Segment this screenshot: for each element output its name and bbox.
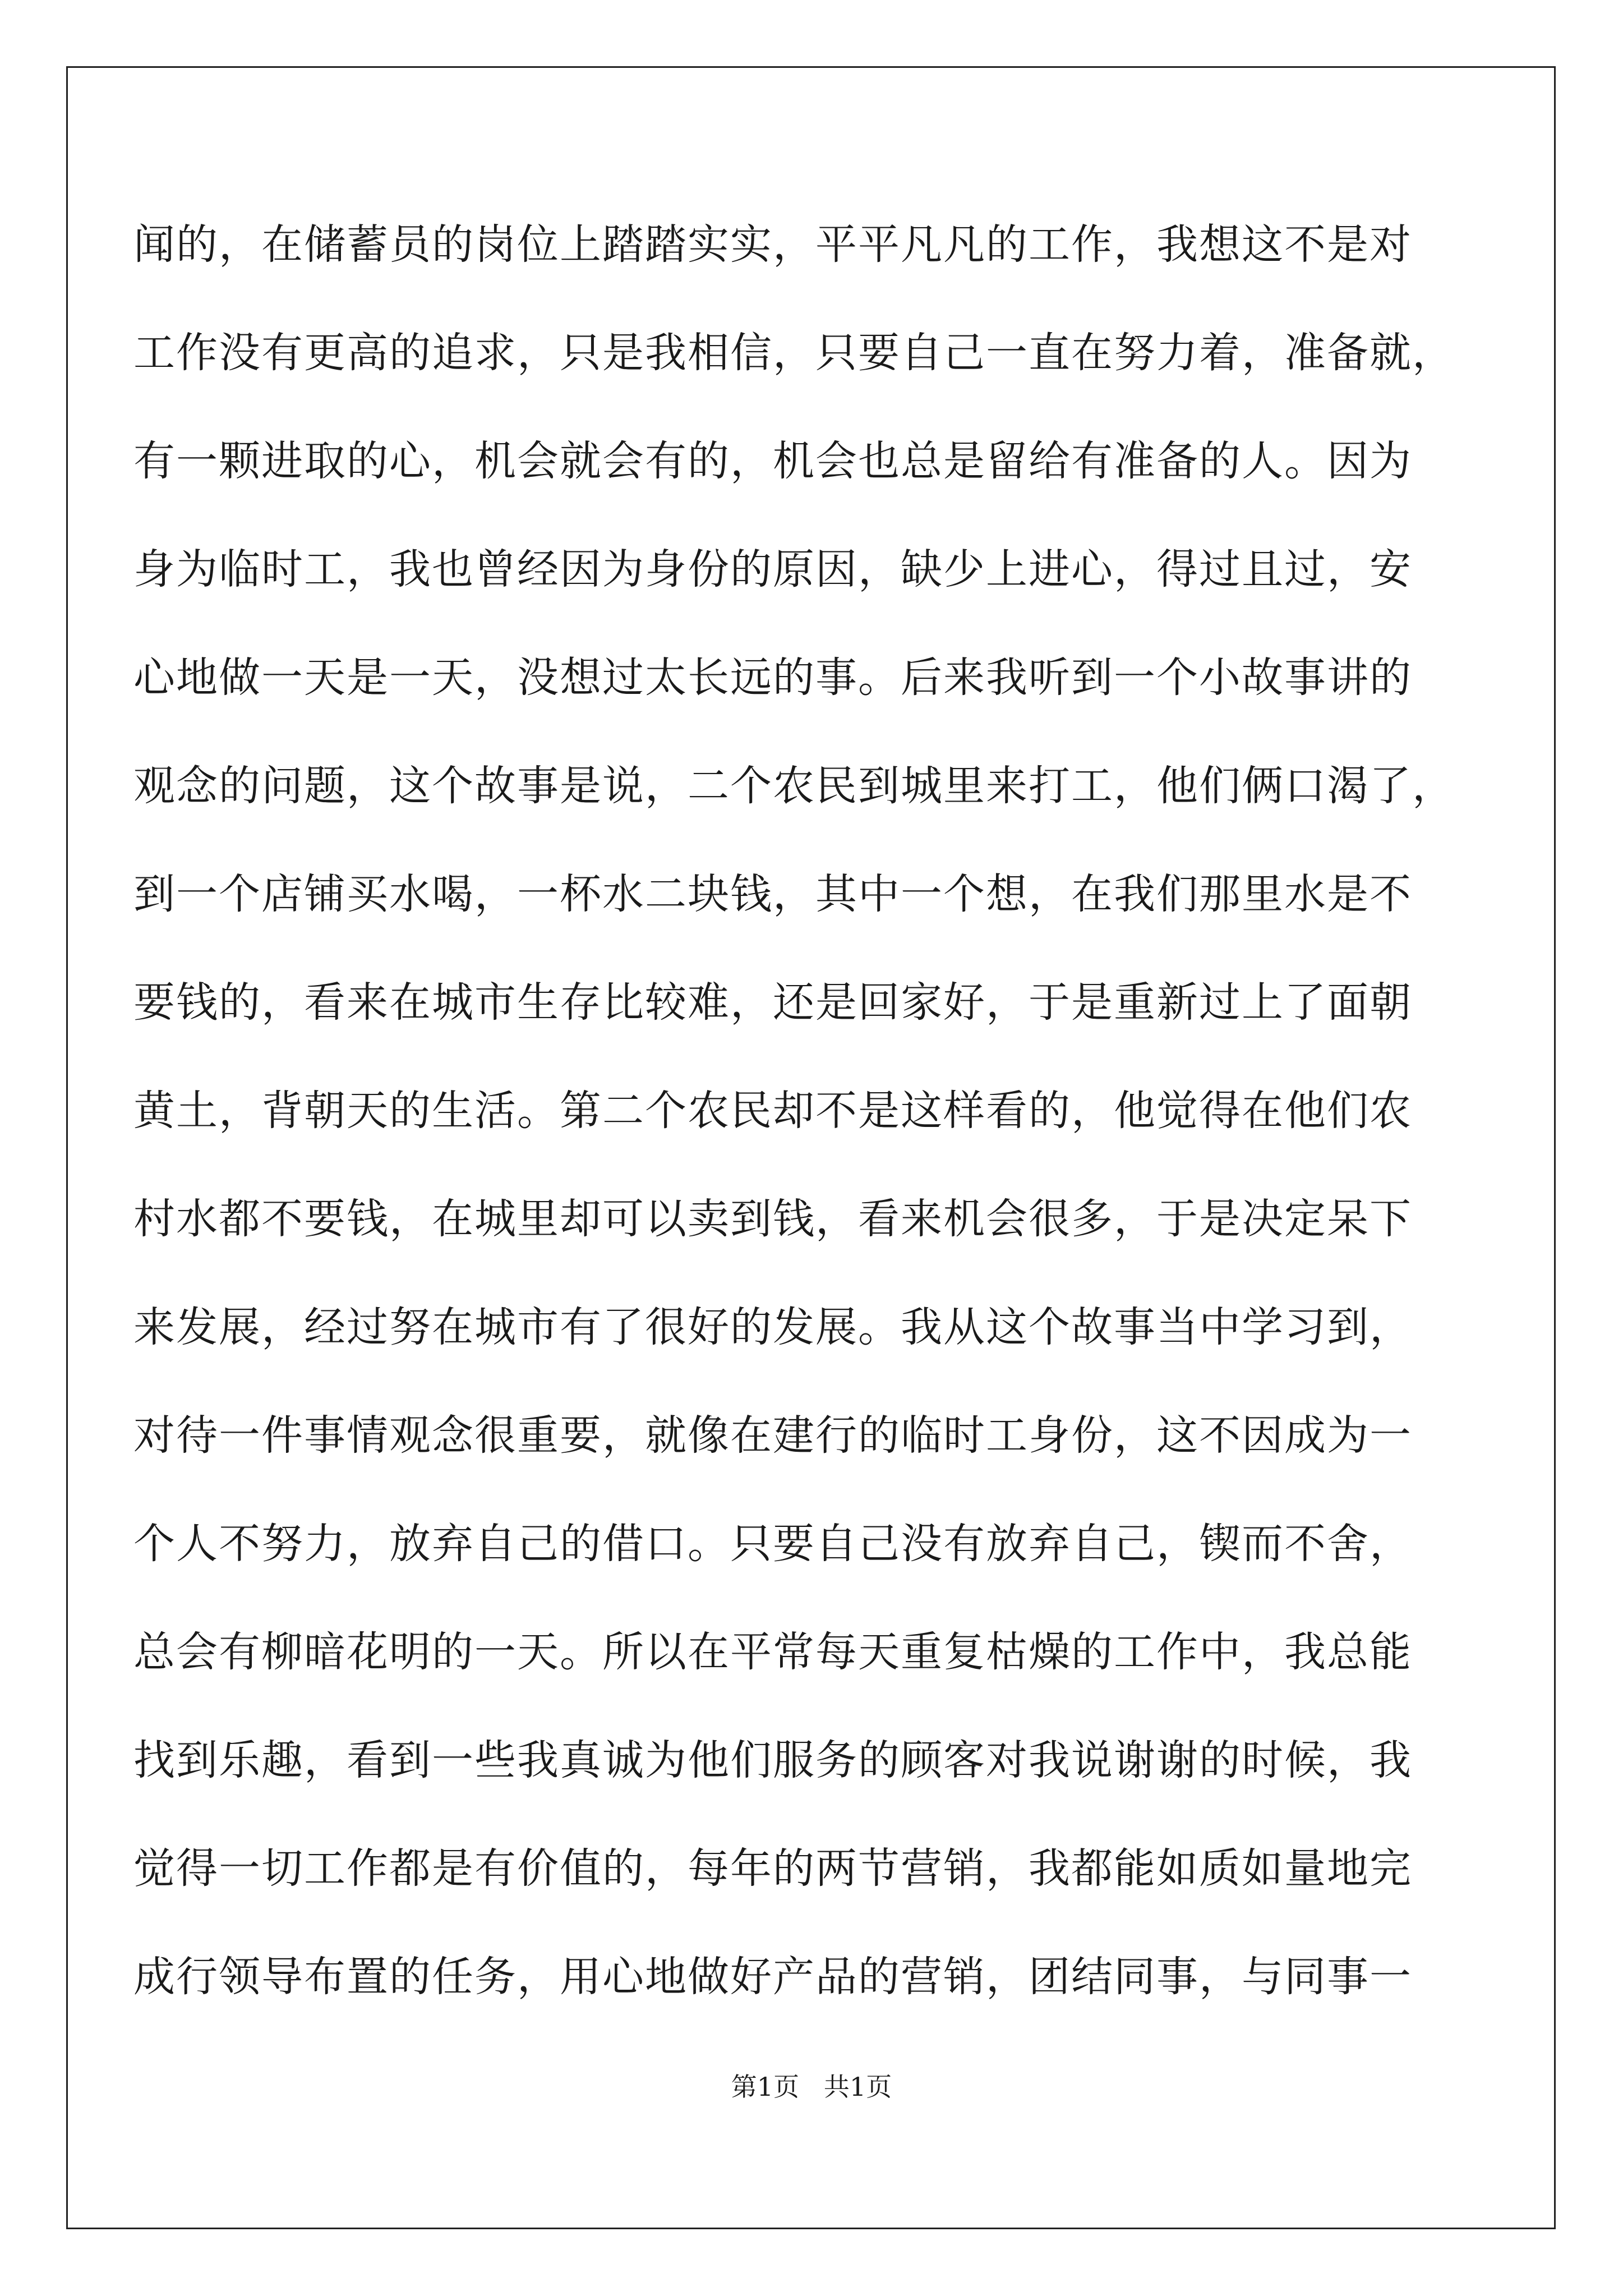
text-line: 观念的问题，这个故事是说，二个农民到城里来打工，他们俩口渴了， [133,762,1455,810]
text-line: 对待一件事情观念很重要，就像在建行的临时工身份，这不因成为一 [133,1411,1412,1460]
text-line: 心地做一天是一天，没想过太长远的事。后来我听到一个小故事讲的 [133,654,1412,702]
text-line: 个人不努力，放弃自己的借口。只要自己没有放弃自己，锲而不舍， [133,1520,1412,1568]
text-line: 黄土，背朝天的生活。第二个农民却不是这样看的，他觉得在他们农 [133,1087,1412,1135]
text-line: 来发展，经过努在城市有了很好的发展。我从这个故事当中学习到， [133,1303,1412,1351]
text-line: 成行领导布置的任务，用心地做好产品的营销，团结同事，与同事一 [133,1953,1412,2001]
text-line: 要钱的，看来在城市生存比较难，还是回家好，于是重新过上了面朝 [133,978,1412,1027]
text-line: 身为临时工，我也曾经因为身份的原因，缺少上进心，得过且过，安 [133,545,1412,593]
document-body [133,191,1507,2031]
text-line: 找到乐趣，看到一些我真诚为他们服务的顾客对我说谢谢的时候，我 [133,1736,1412,1784]
page-footer [0,2070,1623,2104]
text-line: 工作没有更高的追求，只是我相信，只要自己一直在努力着，准备就， [133,329,1455,377]
text-line: 到一个店铺买水喝，一杯水二块钱，其中一个想，在我们那里水是不 [133,870,1412,918]
page-number: 第1页 共1页 [731,2072,892,2102]
text-line: 有一颗进取的心，机会就会有的，机会也总是留给有准备的人。因为 [133,437,1412,485]
text-line: 村水都不要钱，在城里却可以卖到钱，看来机会很多，于是决定呆下 [133,1195,1412,1243]
text-line: 觉得一切工作都是有价值的，每年的两节营销，我都能如质如量地完 [133,1844,1412,1893]
text-line: 总会有柳暗花明的一天。所以在平常每天重复枯燥的工作中，我总能 [133,1628,1412,1676]
text-line: 闻的，在储蓄员的岗位上踏踏实实，平平凡凡的工作，我想这不是对 [133,220,1412,269]
